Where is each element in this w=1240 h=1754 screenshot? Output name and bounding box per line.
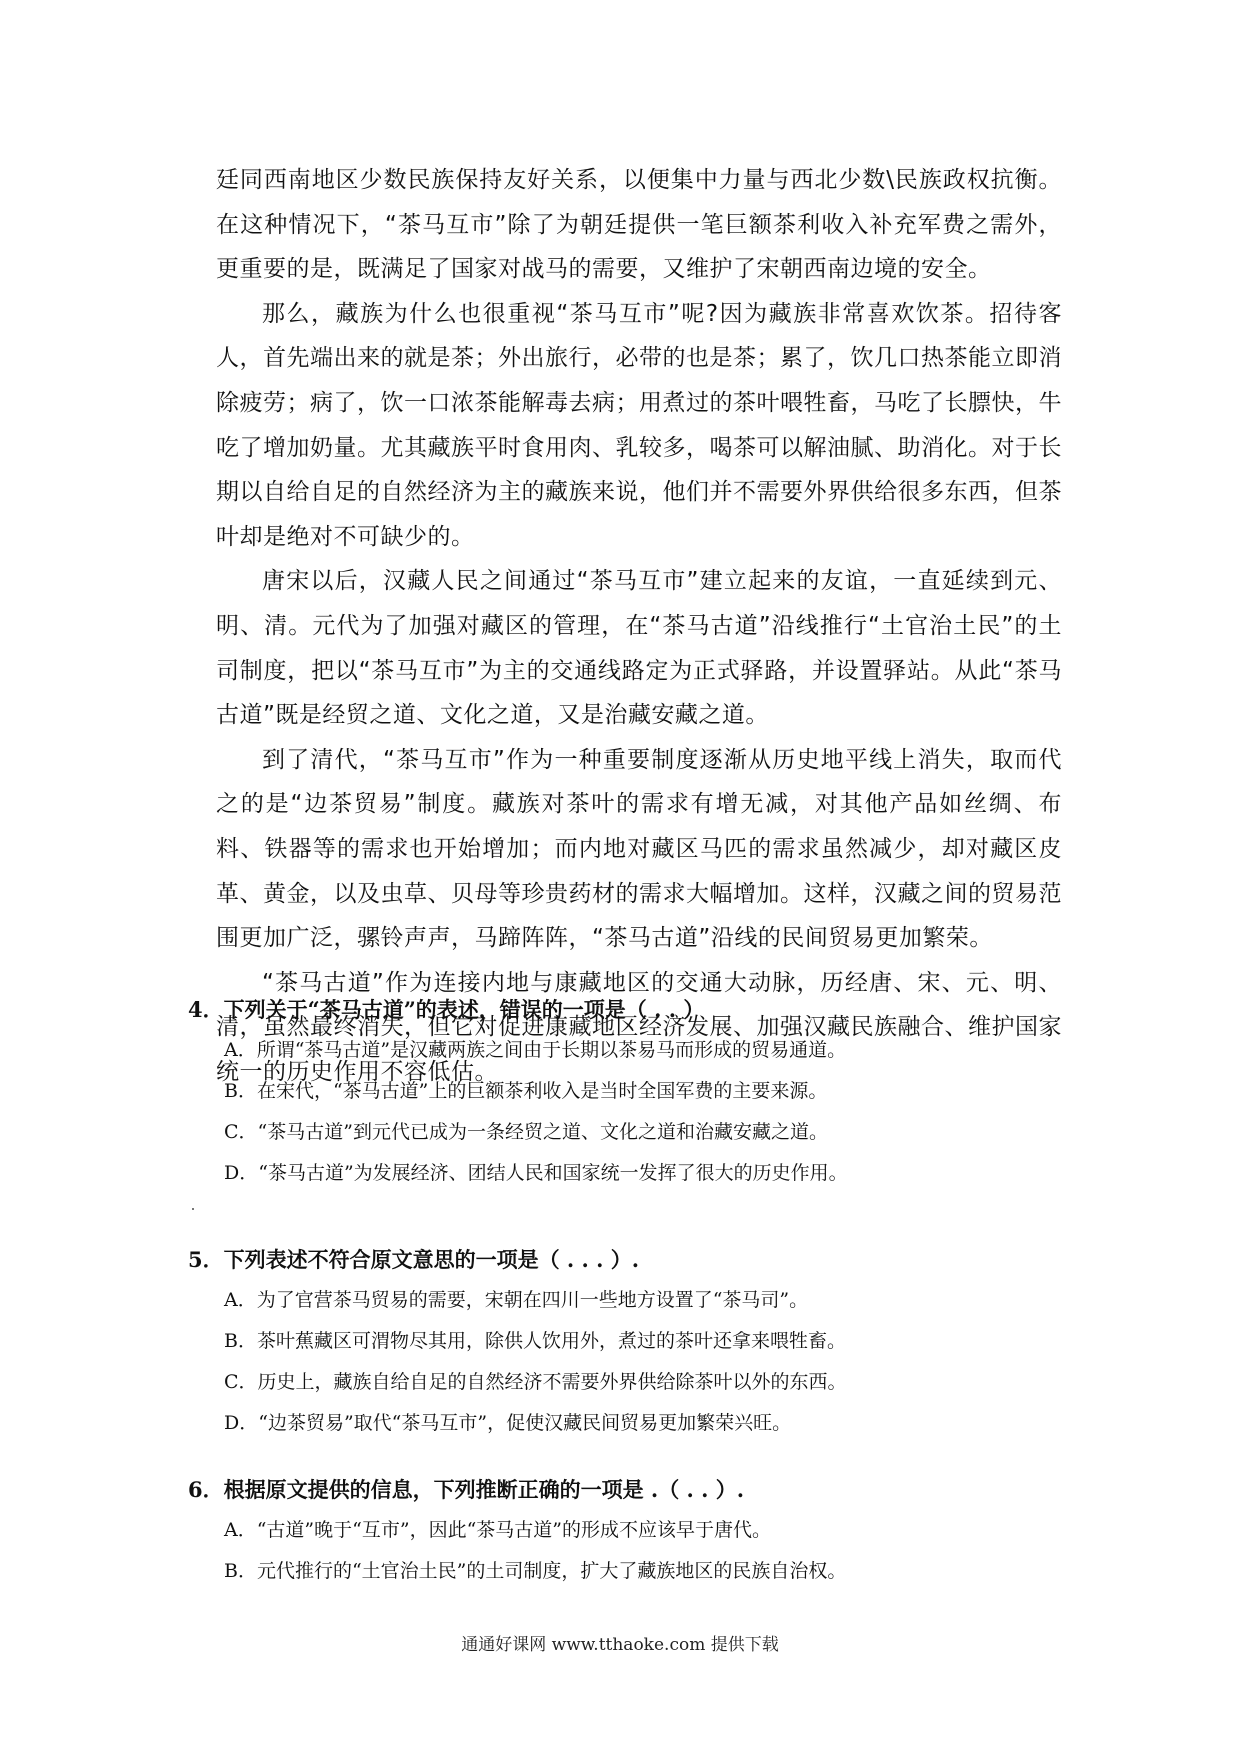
passage-paragraph-2: 那么，藏族为什么也很重视“茶马互市”呢?因为藏族非常喜欢饮茶。招待客人，首先端出来的就是茶；外出旅行，必带的也是茶；累了，饮几口热茶能立即消除疲劳；病了，饮一口浓茶能解毒去病；用煮过的茶叶喂牲畜，马吃了长膘快，牛吃了增加奶量。尤其藏族平时食用肉、乳较多，喝茶可以解油腻、助消化。对于长期以自给自足的自然经济为主的藏族来说，他们并不需要外界供给很多东西，但茶叶却是绝对不可缺少的。 xyxy=(216,300,1062,550)
passage-paragraph-4: 到了清代，“茶马互市”作为一种重要制度逐渐从历史地平线上消失，取而代之的是“边茶贸易”制度。藏族对茶叶的需求有增无减，对其他产品如丝绸、布料、铁器等的需求也开始增加；而内地对藏区马匹的需求虽然减少，却对藏区皮革、黄金，以及虫草、贝母等珍贵药材的需求大幅增加。这样，汉藏之间的贸易范围更加广泛，骡铃声声，马蹄阵阵，“茶马古道”沿线的民间贸易更加繁荣。 xyxy=(216,746,1062,952)
question-6 xyxy=(188,1470,846,1592)
option-c: C．“茶马古道”到元代已成为一条经贸之道、文化之道和治藏安藏之道。 xyxy=(224,1121,828,1143)
question-5 xyxy=(188,1240,847,1444)
option-b: B．元代推行的“土官治土民”的土司制度，扩大了藏族地区的民族自治权。 xyxy=(224,1560,847,1582)
passage-paragraph-1: 廷同西南地区少数民族保持友好关系，以便集中力量与西北少数\民族政权抗衡。在这种情况下，“茶马互市”除了为朝廷提供一笔巨额茶利收入补充军费之需外，更重要的是，既满足了国家对战马的需要，又维护了宋朝西南边境的安全。 xyxy=(216,167,1062,283)
reading-passage xyxy=(216,158,1062,1094)
option-a: A．“古道”晚于“互市”，因此“茶马古道”的形成不应该早于唐代。 xyxy=(224,1519,772,1541)
page-footer: 通通好课网 www.tthaoke.com 提供下载 xyxy=(461,1635,779,1655)
option-b: B．茶叶蕉藏区可渭物尽其用，除供人饮用外，煮过的茶叶还拿来喂牲畜。 xyxy=(224,1330,846,1352)
question-stem: 6．根据原文提供的信息，下列推断正确的一项是 .（ . . ）. xyxy=(188,1477,745,1502)
option-c: C．历史上，藏族自给自足的自然经济不需要外界供给除茶叶以外的东西。 xyxy=(224,1371,847,1393)
passage-paragraph-5: “茶马古道”作为连接内地与康藏地区的交通大动脉，历经唐、宋、元、明、清，虽然最终消失，但它对促进康藏地区经济发展、加强汉藏民族融合、维护国家统一的历史作用不容低估。 xyxy=(216,969,1062,1085)
option-d: D．“茶马古道”为发展经济、团结人民和国家统一发挥了很大的历史作用。 xyxy=(224,1162,848,1184)
option-a: A．为了官营茶马贸易的需要，宋朝在四川一些地方设置了“茶马司”。 xyxy=(224,1289,809,1311)
scan-speck xyxy=(192,1208,194,1210)
passage-paragraph-3: 唐宋以后，汉藏人民之间通过“茶马互市”建立起来的友谊，一直延续到元、明、清。元代为了加强对藏区的管理，在“茶马古道”沿线推行“土官治土民”的土司制度，把以“茶马互市”为主的交通线路定为正式驿路，并设置驿站。从此“茶马古道”既是经贸之道、文化之道，又是治藏安藏之道。 xyxy=(216,568,1062,729)
option-a: A．所谓“茶马古道”是汉藏两族之间由于长期以茶易马而形成的贸易通道。 xyxy=(224,1039,847,1061)
option-b: B．在宋代，“茶马古道”上的巨额茶利收入是当时全国军费的主要来源。 xyxy=(224,1080,828,1102)
option-d: D．“边茶贸易”取代“茶马互市”，促使汉藏民间贸易更加繁荣兴旺。 xyxy=(224,1412,792,1434)
question-stem: 5．下列表述不符合原文意思的一项是（ . . . ）. xyxy=(188,1247,640,1272)
question-4 xyxy=(188,990,848,1194)
question-stem: 4．下列关于“茶马古道”的表述，错误的一项是（ . . ） xyxy=(188,997,705,1022)
